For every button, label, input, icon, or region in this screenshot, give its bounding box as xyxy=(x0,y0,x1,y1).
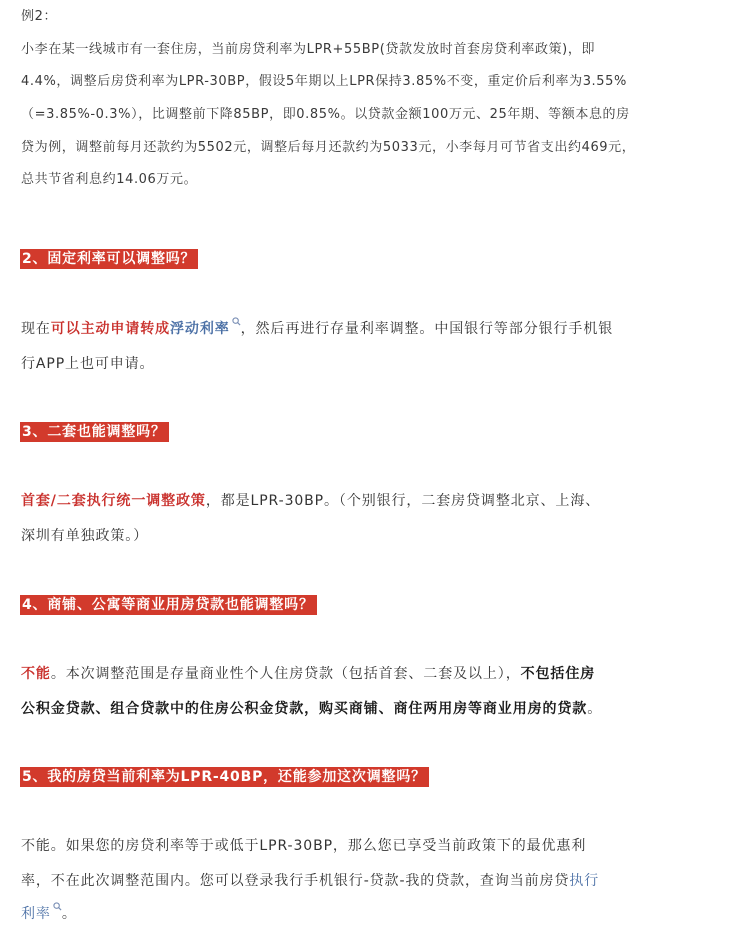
section-heading-commercial: 4、商铺、公寓等商业用房贷款也能调整吗？ xyxy=(20,595,317,615)
highlight-text: 不能 xyxy=(21,666,51,682)
example-line-2: 4.4%，调整后房贷利率为LPR-30BP，假设5年期以上LPR保持3.85%不变，重定价后利率为3.55% xyxy=(21,74,627,89)
second-home-paragraph-line-1 xyxy=(21,484,721,519)
highlight-text: 首套/二套执行统一调整政策 xyxy=(21,493,206,509)
fixed-rate-paragraph-line-1 xyxy=(21,312,721,347)
highlight-text: 可以主动申请转成 xyxy=(50,321,171,337)
execution-rate-link-continued[interactable]: 利率 xyxy=(21,906,51,922)
example-title: 例2： xyxy=(21,9,58,24)
section-heading-lpr-40bp: 5、我的房贷当前利率为LPR-40BP，还能参加这次调整吗？ xyxy=(20,767,429,787)
text-segment: 率，不在此次调整范围内。您可以登录我行手机银行-贷款-我的贷款，查询当前房贷 xyxy=(21,873,570,889)
commercial-paragraph-line-2 xyxy=(21,692,721,727)
lpr-paragraph-line-3 xyxy=(21,897,721,932)
text-segment: 现在 xyxy=(21,321,51,337)
section-heading-fixed-rate: 2、固定利率可以调整吗？ xyxy=(20,249,198,269)
text-segment: 。本次调整范围是存量商业性个人住房贷款（包括首套、二套及以上）， xyxy=(50,666,521,682)
lpr-paragraph-line-1: 不能。如果您的房贷利率等于或低于LPR-30BP，那么您已享受当前政策下的最优惠利 xyxy=(21,838,587,854)
text-segment: 。 xyxy=(587,701,603,717)
example-line-4: 贷为例，调整前每月还款约为5502元，调整后每月还款约为5033元，小李每月可节省支出约469元， xyxy=(21,140,636,155)
search-icon[interactable] xyxy=(232,317,241,326)
bold-text: 不包括住房 xyxy=(520,666,596,682)
example-line-1: 小李在某一线城市有一套住房，当前房贷利率为LPR+55BP(贷款发放时首套房贷利率政策)，即 xyxy=(21,42,596,57)
execution-rate-link[interactable]: 执行 xyxy=(569,873,600,889)
bold-text: 公积金贷款、组合贷款中的住房公积金贷款，购买商铺、商住两用房等商业用房的贷款 xyxy=(21,701,588,717)
text-segment: ，都是LPR-30BP。（个别银行，二套房贷调整北京、上海、 xyxy=(205,493,601,509)
floating-rate-link[interactable]: 浮动利率 xyxy=(170,321,230,337)
text-segment: ，然后再进行存量利率调整。中国银行等部分银行手机银 xyxy=(240,321,614,337)
fixed-rate-paragraph-line-2: 行APP上也可申请。 xyxy=(21,356,155,372)
section-heading-second-home: 3、二套也能调整吗？ xyxy=(20,422,169,442)
commercial-paragraph-line-1 xyxy=(21,657,721,692)
example-line-5: 总共节省利息约14.06万元。 xyxy=(21,172,198,187)
text-segment: 。 xyxy=(61,906,77,922)
example-line-3: （=3.85%-0.3%），比调整前下降85BP，即0.85%。以贷款金额100万元、25年期、等额本息的房 xyxy=(21,107,630,122)
lpr-paragraph-line-2 xyxy=(21,864,721,899)
search-icon[interactable] xyxy=(53,902,62,911)
second-home-paragraph-line-2: 深圳有单独政策。） xyxy=(21,528,149,544)
